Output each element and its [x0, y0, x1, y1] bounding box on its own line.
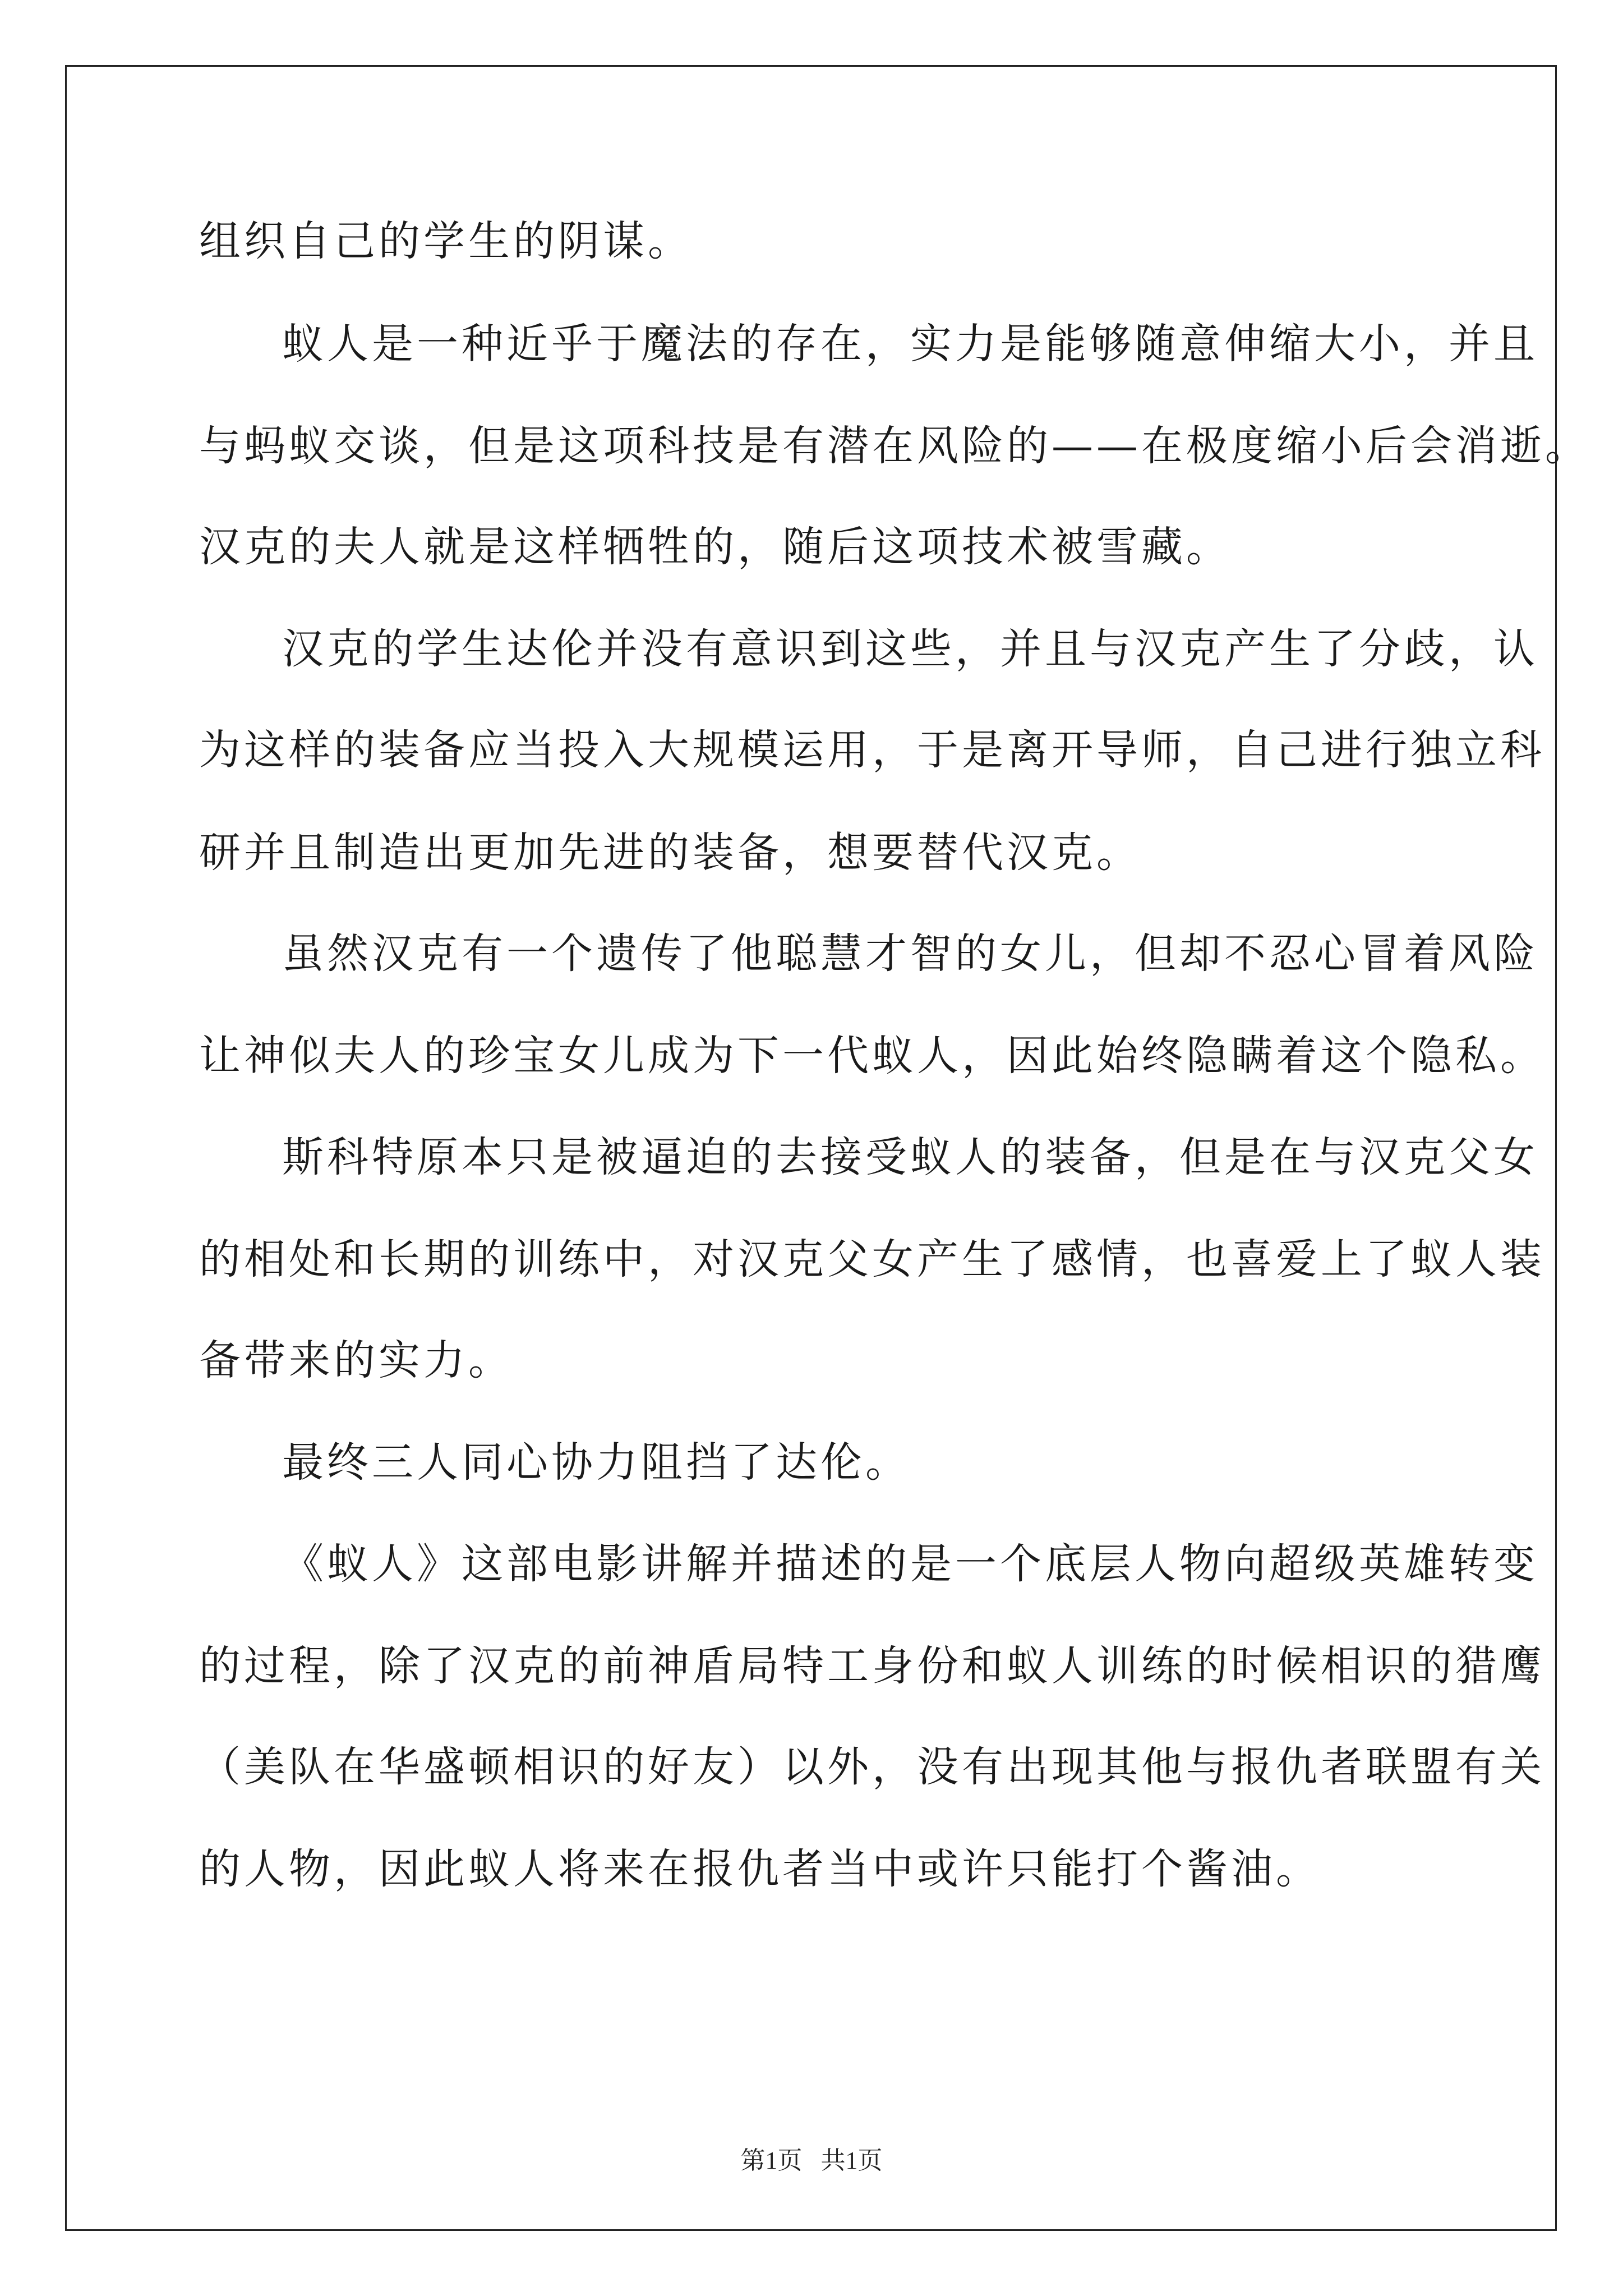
paragraph-line: 《蚁人》这部电影讲解并描述的是一个底层人物向超级英雄转变 [282, 1540, 1538, 1588]
text-line: 备带来的实力。 [199, 1336, 513, 1384]
text-line: 的相处和长期的训练中，对汉克父女产生了感情，也喜爱上了蚁人装 [199, 1235, 1545, 1283]
text-line: 研并且制造出更加先进的装备，想要替代汉克。 [199, 829, 1141, 877]
text-line: 汉克的夫人就是这样牺牲的，随后这项技术被雪藏。 [199, 523, 1231, 571]
page-footer: 第1页 共1页 [740, 2147, 883, 2174]
text-line: 让神似夫人的珍宝女儿成为下一代蚁人，因此始终隐瞒着这个隐私。 [199, 1032, 1545, 1080]
text-line: 的人物，因此蚁人将来在报仇者当中或许只能打个酱油。 [199, 1845, 1321, 1893]
paragraph-line: 最终三人同心协力阻挡了达伦。 [282, 1438, 910, 1487]
paragraph-line: 斯科特原本只是被逼迫的去接受蚁人的装备，但是在与汉克父女 [282, 1133, 1538, 1181]
text-line: 组织自己的学生的阴谋。 [199, 217, 693, 265]
text-line: 为这样的装备应当投入大规模运用，于是离开导师，自己进行独立科 [199, 726, 1545, 774]
paragraph-line: 蚁人是一种近乎于魔法的存在，实力是能够随意伸缩大小，并且 [282, 320, 1538, 368]
paragraph-line: 虽然汉克有一个遗传了他聪慧才智的女儿，但却不忍心冒着风险 [282, 930, 1538, 978]
text-line: 与蚂蚁交谈，但是这项科技是有潜在风险的——在极度缩小后会消逝。 [199, 422, 1590, 470]
text-line: 的过程，除了汉克的前神盾局特工身份和蚁人训练的时候相识的猎鹰 [199, 1642, 1545, 1690]
text-line: （美队在华盛顿相识的好友）以外，没有出现其他与报仇者联盟有关 [199, 1743, 1545, 1791]
paragraph-line: 汉克的学生达伦并没有意识到这些，并且与汉克产生了分歧，认 [282, 625, 1538, 673]
